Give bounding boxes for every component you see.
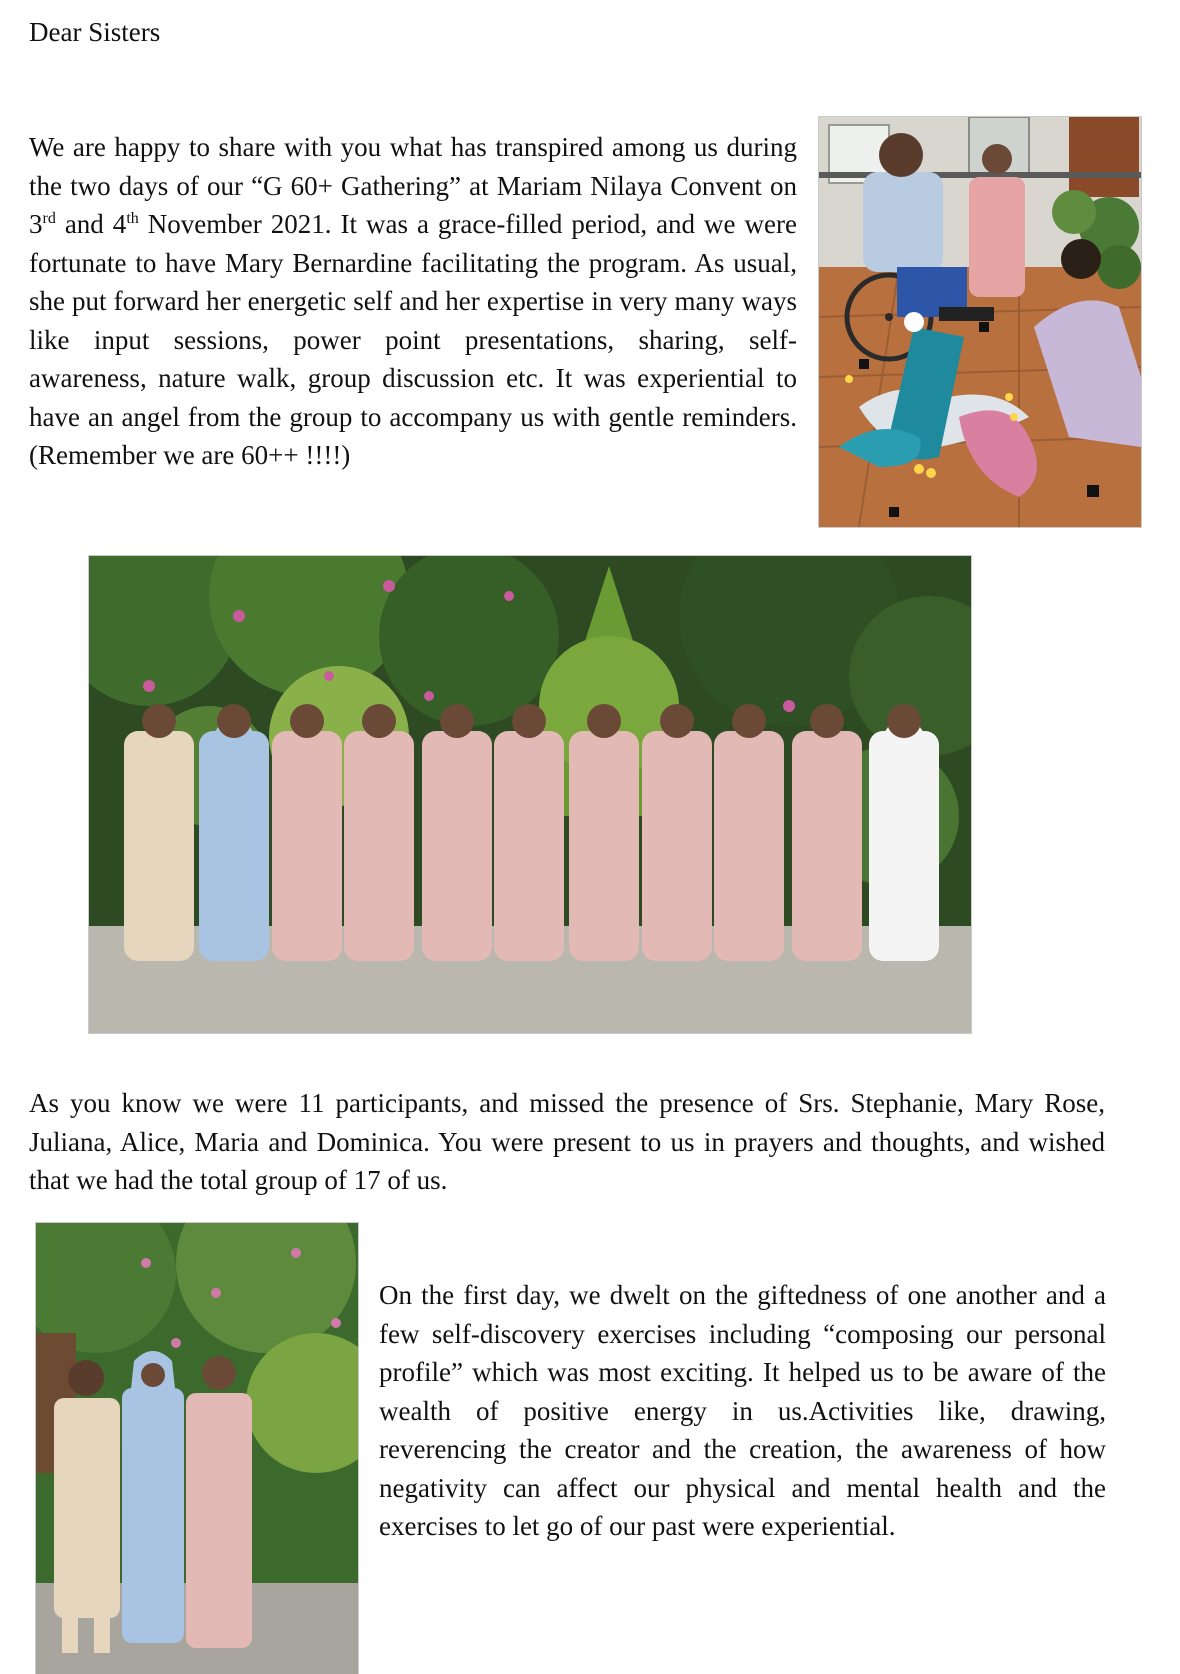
sister-figure-body: [124, 731, 194, 961]
sister-figure-head: [810, 704, 844, 738]
sister-figure-body: [869, 731, 939, 961]
sister-figure-head: [290, 704, 324, 738]
intro-text-start: We are happy to share with you what has transpired among us during the two days of our “G 60+ Gathering” at Mariam Nilaya Convent on 3: [29, 132, 797, 239]
sister-figure-head: [887, 704, 921, 738]
sister-figure-head: [362, 704, 396, 738]
sister-figure-head: [142, 704, 176, 738]
ordinal-suffix-rd: rd: [42, 210, 56, 227]
photo-group-of-sisters-illustration: [89, 556, 971, 1033]
photo-candle-prayer: [818, 116, 1142, 528]
intro-text-end: November 2021. It was a grace-filled period, and we were fortunate to have Mary Bernardine facilitating the program. As usual, she put forward her energetic self and her expertise in very many ways like input sessions, power point presentations, sharing, self- awareness, nature walk, group discussion etc. It was experiential to have an angel from the group to accompany us with gentle reminders. (Remember we are 60++ !!!!): [29, 209, 797, 470]
intro-text-between: and 4: [55, 209, 127, 239]
sister-figure-head: [440, 704, 474, 738]
sister-figure-body: [792, 731, 862, 961]
photo-candle-prayer-illustration: [819, 117, 1141, 527]
intro-paragraph: [29, 128, 797, 475]
sister-figure-body: [642, 731, 712, 961]
salutation: Dear Sisters: [29, 17, 161, 47]
sister-figure-body: [422, 731, 492, 961]
participants-paragraph: As you know we were 11 participants, and missed the presence of Srs. Stephanie, Mary Rose, Juliana, Alice, Maria and Dominica. You were present to us in prayers and thoughts, and wished that we had the total group of 17 of us.: [29, 1088, 1105, 1195]
photo-three-sisters: [35, 1222, 359, 1674]
sister-figure-body: [199, 731, 269, 961]
sister-figure-head: [217, 704, 251, 738]
sister-figure-body: [569, 731, 639, 961]
sister-figure-head: [732, 704, 766, 738]
sister-figure-body: [344, 731, 414, 961]
sister-figure-head: [660, 704, 694, 738]
sister-figure-body: [272, 731, 342, 961]
sister-figure-head: [512, 704, 546, 738]
sister-figure-body: [494, 731, 564, 961]
ordinal-suffix-th: th: [126, 210, 139, 227]
photo-group-of-sisters: [88, 555, 972, 1034]
first-day-paragraph: On the first day, we dwelt on the giftedness of one another and a few self-discovery exercises including “composing our personal profile” which was most exciting. It helped us to be aware of the wealth of positive energy in us.Activities like, drawing, reverencing the creator and the creation, the awareness of how negativity can affect our physical and mental health and the exercises to let go of our past were experiential.: [379, 1280, 1106, 1541]
sister-figure-head: [587, 704, 621, 738]
sister-figure-body: [714, 731, 784, 961]
photo-three-sisters-illustration: [36, 1223, 358, 1674]
